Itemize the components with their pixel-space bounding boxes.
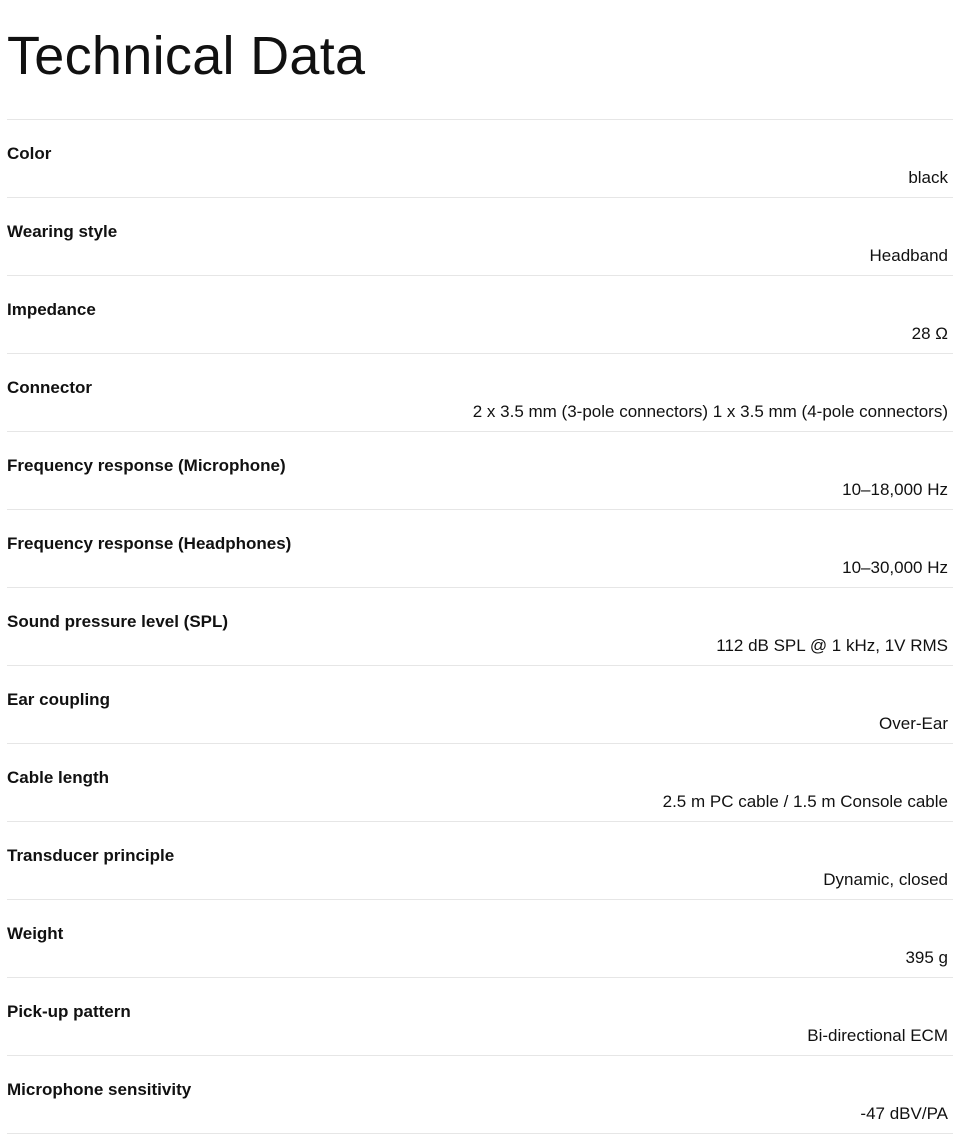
- spec-row-microphone-sensitivity: [7, 1056, 953, 1134]
- spec-label: Wearing style: [7, 222, 118, 241]
- spec-value: Headband: [869, 246, 948, 265]
- spec-row-frequency-response-headphones: [7, 510, 953, 588]
- spec-row-transducer-principle: [7, 822, 953, 900]
- page-title: Technical Data: [7, 26, 366, 86]
- spec-value: 395 g: [905, 948, 948, 967]
- spec-label: Connector: [7, 378, 92, 397]
- spec-value: Dynamic, closed: [823, 870, 948, 889]
- spec-label: Frequency response (Microphone): [7, 456, 286, 475]
- spec-value: 2 x 3.5 mm (3-pole connectors) 1 x 3.5 mm (4-pole connectors): [472, 402, 948, 421]
- spec-row-pick-up-pattern: [7, 978, 953, 1056]
- spec-value: 2.5 m PC cable / 1.5 m Console cable: [662, 792, 948, 811]
- spec-row-wearing-style: [7, 198, 953, 276]
- spec-value: 28 Ω: [911, 324, 948, 343]
- spec-value: -47 dBV/PA: [860, 1104, 948, 1123]
- spec-value: Bi-directional ECM: [807, 1026, 948, 1045]
- spec-value: 112 dB SPL @ 1 kHz, 1V RMS: [716, 636, 948, 655]
- spec-label: Pick-up pattern: [7, 1002, 131, 1021]
- spec-value: black: [908, 168, 948, 187]
- spec-value: 10–30,000 Hz: [842, 558, 948, 577]
- spec-row-color: [7, 120, 953, 198]
- spec-row-impedance: [7, 276, 953, 354]
- spec-label: Cable length: [7, 768, 110, 787]
- spec-value: 10–18,000 Hz: [842, 480, 948, 499]
- spec-list: [7, 119, 953, 1134]
- spec-label: Ear coupling: [7, 690, 110, 709]
- spec-row-weight: [7, 900, 953, 978]
- spec-label: Impedance: [7, 300, 96, 319]
- spec-row-connector: [7, 354, 953, 432]
- spec-label: Frequency response (Headphones): [7, 534, 292, 553]
- spec-row-sound-pressure-level: [7, 588, 953, 666]
- spec-label: Weight: [7, 924, 64, 943]
- spec-row-frequency-response-microphone: [7, 432, 953, 510]
- spec-label: Sound pressure level (SPL): [7, 612, 229, 631]
- spec-row-cable-length: [7, 744, 953, 822]
- spec-label: Transducer principle: [7, 846, 175, 865]
- spec-label: Microphone sensitivity: [7, 1080, 192, 1099]
- spec-label: Color: [7, 144, 52, 163]
- spec-row-ear-coupling: [7, 666, 953, 744]
- spec-value: Over-Ear: [879, 714, 948, 733]
